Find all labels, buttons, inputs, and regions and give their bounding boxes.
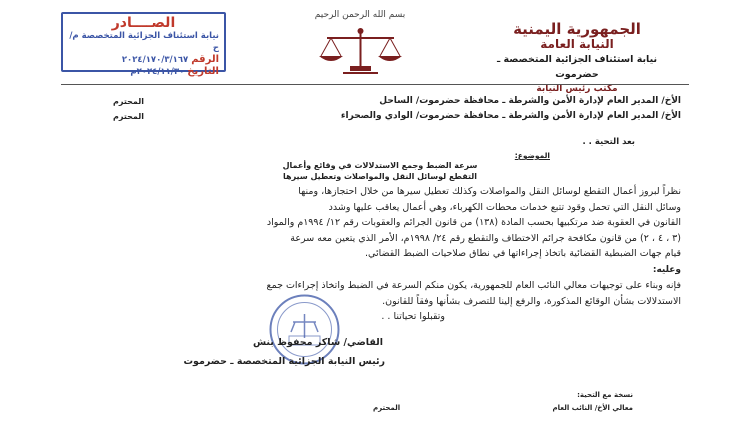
number-label: الرقم xyxy=(191,54,219,65)
subject-label: الموضوع: xyxy=(514,151,550,160)
addressee-1: الأخ/ المدير العام لإدارة الأمن والشرطة ـ محافظة حضرموت/ الساحل xyxy=(379,96,681,106)
prosecution-name: النيابة العامة xyxy=(540,37,614,51)
subject-line-2: التقطع لوسائل النقل والمواصلات وتعطيل سيرها xyxy=(283,172,477,181)
date-value: ٢٠٢٤/١١/٣٠م xyxy=(130,67,185,77)
signatory-name: القاضي/ شاكر محفوظ بنش xyxy=(252,337,383,348)
body-line: نظراً لبروز أعمال التقطع لوسائل النقل والمواصلات وكذلك تعطيل سيرها من خلال احتجازها، ومنها xyxy=(298,186,681,197)
body-line: وسائل النقل التي تحمل وقود تتبع خدمات محطات الكهرباء، وهي أعمال يعاقب عليها وشدد xyxy=(328,201,681,213)
body-line: الاستدلالات بشأن الوقائع المذكورة، والرفع إلينا للتصرف بشأنها وفقاً للقانون. xyxy=(382,295,681,307)
republic-name: الجمهورية اليمنية xyxy=(513,20,641,38)
addressee-2: الأخ/ المدير العام لإدارة الأمن والشرطة ـ محافظة حضرموت/ الوادي والصحراء xyxy=(340,111,681,121)
body-paragraph-2 xyxy=(76,278,681,309)
addressee-2-title: المحترم xyxy=(113,112,144,121)
outgoing-office: نيابة استئناف الجزائية المتخصصة م/ ح xyxy=(69,31,219,53)
body-line: القانون في العقوبة ضد مرتكبيها بحسب المادة (١٣٨) من قانون الجرائم والعقوبات رقم ١٢/ ١٩٩٤م والمواد xyxy=(266,217,681,228)
subject-line-1: سرعة الضبط وجمع الاستدلالات في وقائع وأعمال xyxy=(282,161,478,170)
greeting: بعد التحية . . xyxy=(582,137,635,147)
accordingly: وعليه: xyxy=(652,265,681,275)
subject-text xyxy=(265,160,495,182)
copy-to-title: المحترم xyxy=(373,404,401,412)
body-line: (٣ ، ٤ ، ٢) من قانون مكافحة جرائم الاختطاف والتقطع رقم ٢٤/ ١٩٩٨م، الأمر الذي يتعين معه سرعة xyxy=(290,232,681,244)
header-divider xyxy=(61,84,689,85)
scales-of-justice-icon xyxy=(313,26,408,76)
body-line: فإنه وبناء على توجيهات معالي النائب العام للجمهورية، يكون منكم السرعة في الضبط واتخاذ إجراءات جمع xyxy=(266,280,681,291)
outgoing-number xyxy=(68,54,219,66)
document-page xyxy=(55,0,695,430)
date-label: التاريخ xyxy=(187,66,219,77)
number-value: ٢٠٢٤/١٧٠/٣/١٦٧ xyxy=(121,55,189,65)
signatory-title: رئيس النيابة الجزائية المتخصصة ـ حضرموت xyxy=(183,356,385,367)
chief-office: مكتب رئيس النيابة xyxy=(536,84,618,94)
outgoing-register-box xyxy=(61,12,226,77)
outgoing-title: الصــــادر xyxy=(111,15,176,31)
body-paragraph-1 xyxy=(76,184,681,262)
closing: وتقبلوا تحياتنا . . xyxy=(381,311,445,322)
basmala: بسم الله الرحمن الرحيم xyxy=(314,10,406,20)
body-line: قيام جهات الضبطية القضائية باتخاذ إجراءاتها في نطاق صلاحيات الضبط القضائي. xyxy=(365,248,681,259)
office-name: نيابة استئناف الجزائية المتخصصة ـ حضرموت xyxy=(496,54,658,80)
copy-to-label: نسخة مع التحية: xyxy=(577,391,633,399)
copy-to-recipient: معالي الأخ/ النائب العام xyxy=(552,404,633,412)
letterhead xyxy=(477,22,677,97)
outgoing-date xyxy=(68,66,219,78)
addressee-1-title: المحترم xyxy=(113,97,144,106)
